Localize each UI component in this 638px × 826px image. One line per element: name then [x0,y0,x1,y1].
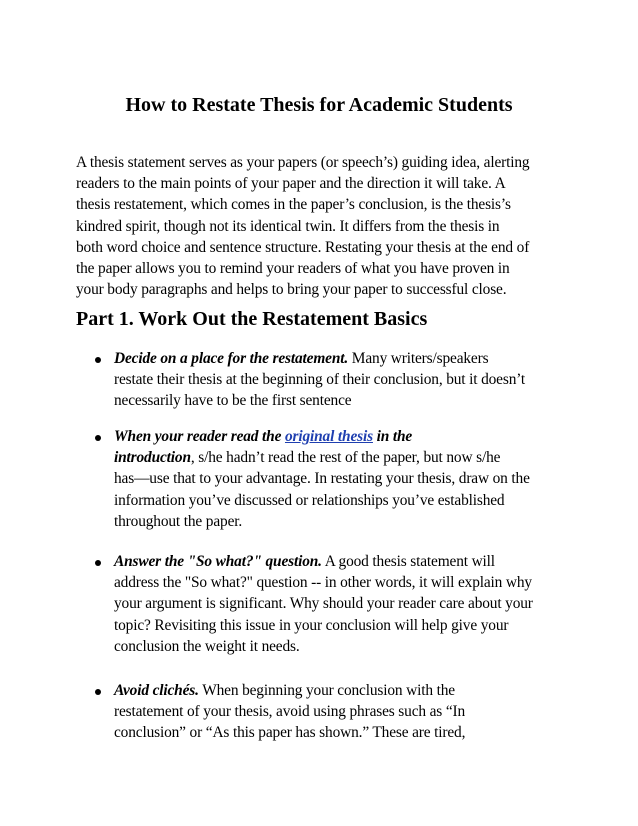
bullet-line: conclusion” or “As this paper has shown.” These are tired, [114,724,466,742]
bullet-text [114,426,574,532]
bullet-text [114,348,574,412]
bullet-line: address the "So what?" question -- in other words, it will explain why [114,574,532,592]
bullet-icon [95,689,101,695]
bullet-line: your argument is significant. Why should your reader care about your [114,595,533,613]
intro-line: kindred spirit, though not its identical twin. It differs from the thesis in [76,217,500,235]
intro-line: thesis restatement, which comes in the paper’s conclusion, is the thesis’s [76,196,511,214]
bullet-icon [95,435,101,441]
bullet-line: conclusion the weight it needs. [114,637,300,655]
intro-line: your body paragraphs and helps to bring your paper to successful close. [76,281,507,299]
bullet-first-line [114,348,574,369]
bullet-icon [95,357,101,363]
bullet-first-line [114,680,574,701]
bullet-text [114,680,574,744]
bullet-lead: When your reader read the [114,428,285,445]
bullet-line: throughout the paper. [114,512,243,530]
bullet-lead: introduction [114,449,191,467]
bullet-lead: Avoid clichés. [114,682,199,699]
bullet-first-line [114,551,574,572]
bullet-lead-punct: . [344,350,349,367]
intro-line: readers to the main points of your paper and the direction it will take. A [76,175,506,193]
page-title: How to Restate Thesis for Academic Students [125,94,513,116]
intro-paragraph [76,152,568,300]
bullet-first-rest: A good thesis statement will [321,553,495,570]
bullet-line: restate their thesis at the beginning of their conclusion, but it doesn’t [114,371,526,389]
bullet-line: necessarily have to be the first sentence [114,392,352,410]
bullet-line: has—use that to your advantage. In restating your thesis, draw on the [114,470,530,488]
bullet-line-rest: , s/he hadn’t read the rest of the paper, but now s/he [190,449,501,467]
bullet-second-line [114,447,574,468]
intro-line: A thesis statement serves as your papers (or speech’s) guiding idea, alerting [76,154,530,171]
bullet-line: restatement of your thesis, avoid using phrases such as “In [114,703,466,721]
section-heading: Part 1. Work Out the Restatement Basics [76,308,428,330]
bullet-line: topic? Revisiting this issue in your conclusion will help give your [114,616,509,634]
intro-line: the paper allows you to remind your readers of what you have proven in [76,260,510,278]
bullet-first-line [114,426,574,447]
bullet-icon [95,560,101,566]
bullet-text [114,551,574,657]
bullet-line: information you’ve discussed or relationships you’ve established [114,491,505,509]
bullet-first-rest: Many writers/speakers [348,350,489,367]
bullet-lead: in the [372,428,413,445]
bullet-lead: Answer the "So what?" question. [114,553,322,570]
original-thesis-link[interactable]: original thesis [284,428,373,445]
bullet-first-rest: When beginning your conclusion with the [198,682,455,699]
bullet-lead: Decide on a place for the restatement [114,350,345,367]
intro-line: both word choice and sentence structure. Restating your thesis at the end of [76,238,530,256]
